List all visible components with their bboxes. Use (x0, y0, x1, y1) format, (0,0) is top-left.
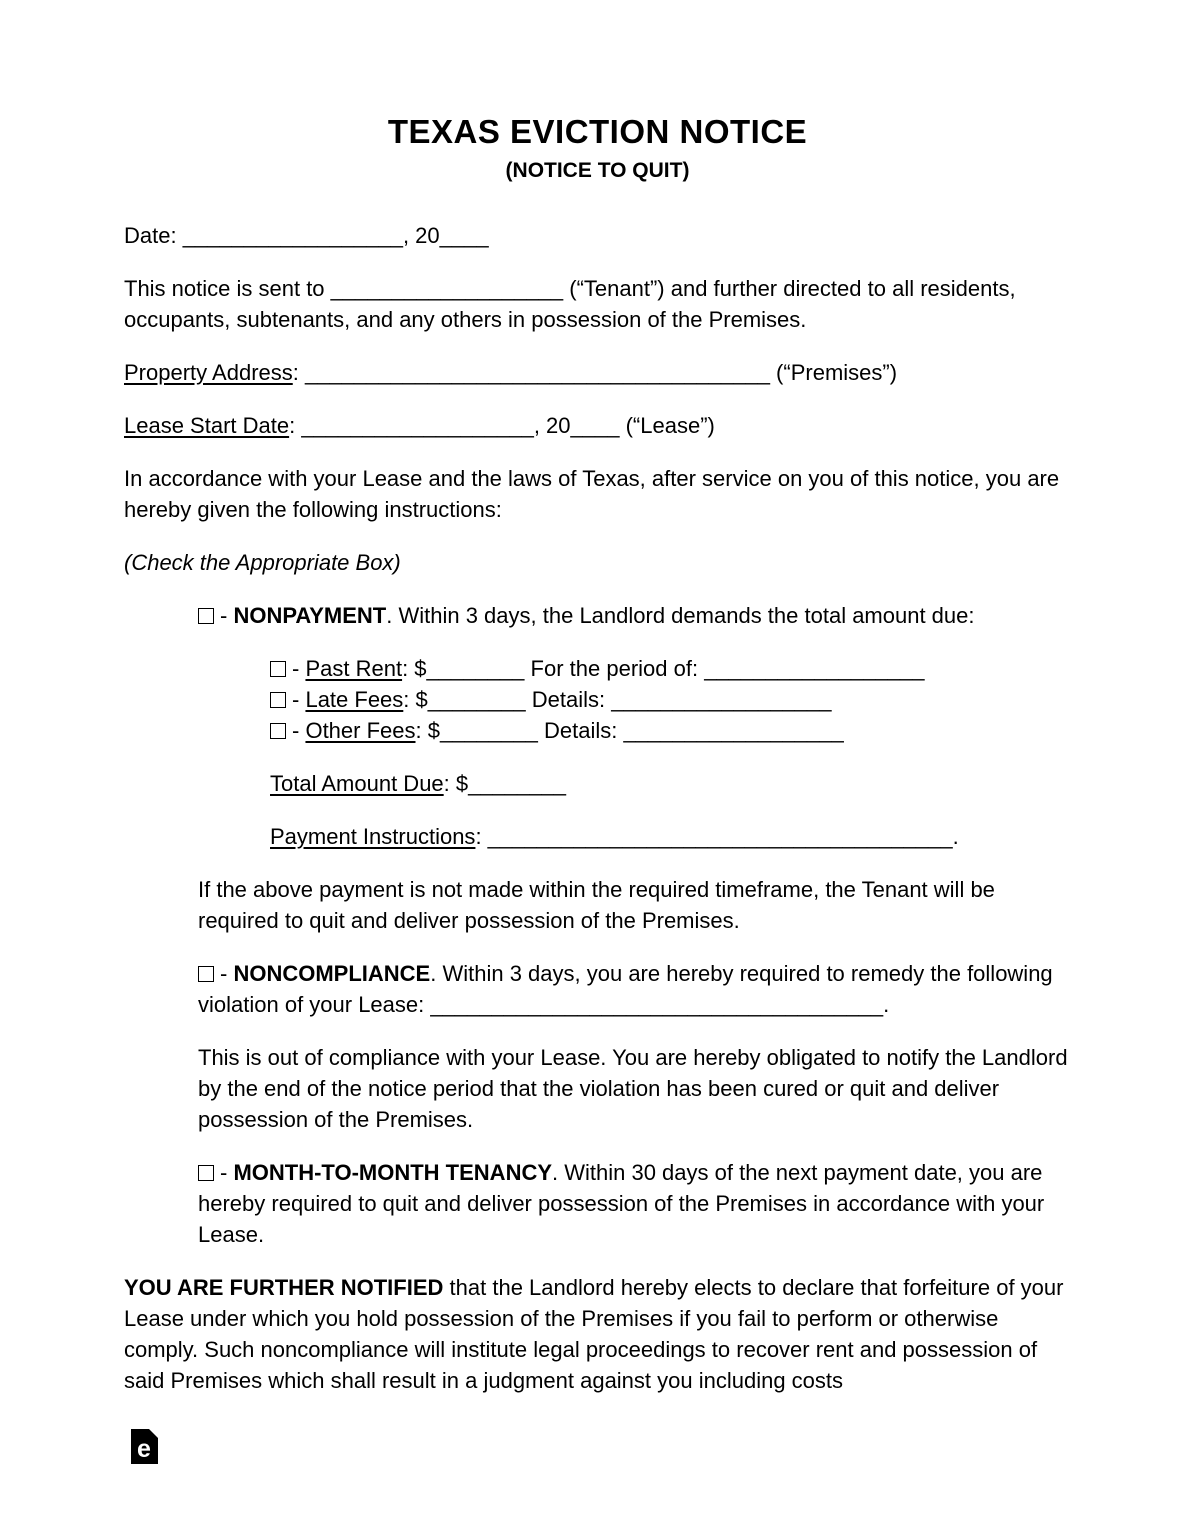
date-label: Date: (124, 223, 183, 248)
lease-start-label: Lease Start Date (124, 413, 290, 438)
other-fees-dash: - (292, 718, 306, 743)
lease-year-blank[interactable]: ____ (570, 413, 620, 438)
late-fees-dash: - (292, 687, 306, 712)
total-due-label: Total Amount Due (270, 771, 444, 796)
other-fees-detail-label: Details: (537, 718, 624, 743)
accordance-paragraph: In accordance with your Lease and the laws of Texas, after service on you of this notice, you are hereby given the following instructions: (124, 466, 1060, 522)
payment-instructions-blank[interactable]: ______________________________________ (487, 824, 953, 849)
noncompliance-dash: - (220, 961, 234, 986)
further-notice-paragraph (124, 1272, 1071, 1396)
intro-text-post: (“Tenant”) and further directed to all residents, occupants, subtenants, and any others in possession of the Premises. (124, 276, 1016, 332)
total-due-sep: : $ (443, 771, 469, 796)
payment-instructions-line (270, 821, 1071, 852)
property-address-label: Property Address (124, 360, 293, 385)
further-notice-lead: YOU ARE FURTHER NOTIFIED (124, 1275, 444, 1300)
past-rent-label: Past Rent (305, 656, 403, 681)
checkbox-other-fees[interactable] (270, 723, 286, 739)
date-line (124, 220, 1071, 251)
late-fees-label: Late Fees (305, 687, 404, 712)
fee-row-past-rent (270, 653, 1071, 684)
noncompliance-text: . Within 3 days, you are hereby required to remedy the following violation of your Lease: (198, 961, 1053, 1017)
page-title: TEXAS EVICTION NOTICE (387, 113, 808, 150)
property-address-colon: : (292, 360, 305, 385)
tenant-name-blank[interactable]: ___________________ (330, 276, 564, 301)
lease-suffix: (“Lease”) (619, 413, 715, 438)
checkbox-month-to-month[interactable] (198, 1165, 214, 1181)
month-to-month-text: . Within 30 days of the next payment date, you are hereby required to quit and deliver possession of the Premises in accordance with your Lease. (198, 1160, 1045, 1247)
lease-start-line (124, 410, 1071, 441)
month-to-month-line (198, 1157, 1071, 1250)
other-fees-details-blank[interactable]: __________________ (623, 718, 844, 743)
premises-suffix: (“Premises”) (769, 360, 898, 385)
noncompliance-violation-blank[interactable]: _____________________________________ (430, 992, 884, 1017)
intro-text-pre: This notice is sent to (124, 276, 331, 301)
nonpayment-text: . Within 3 days, the Landlord demands the total amount due: (386, 603, 975, 628)
past-rent-period-blank[interactable]: __________________ (704, 656, 925, 681)
late-fees-amount-blank[interactable]: ________ (427, 687, 526, 712)
date-blank[interactable]: __________________ (182, 223, 403, 248)
other-fees-label: Other Fees (305, 718, 416, 743)
past-rent-amount-blank[interactable]: ________ (426, 656, 525, 681)
noncompliance-label: NONCOMPLIANCE (233, 961, 431, 986)
noncompliance-line (198, 958, 1071, 1020)
payment-instructions-label: Payment Instructions (270, 824, 476, 849)
fee-row-other-fees (270, 715, 1071, 746)
late-fees-sep: : $ (403, 687, 428, 712)
lease-year-prefix: , 20 (533, 413, 571, 438)
payment-instructions-period: . (952, 824, 959, 849)
month-to-month-dash: - (220, 1160, 234, 1185)
checkbox-late-fees[interactable] (270, 692, 286, 708)
nonpayment-line (198, 600, 1071, 631)
lease-start-blank[interactable]: ___________________ (301, 413, 534, 438)
logo-letter: e (137, 1435, 151, 1463)
payment-warning-paragraph: If the above payment is not made within the required timeframe, the Tenant will be required to quit and deliver possession of the Premises. (198, 877, 995, 933)
total-due-blank[interactable]: ________ (468, 771, 567, 796)
nonpayment-label: NONPAYMENT (233, 603, 387, 628)
total-due-line (270, 768, 1071, 799)
lease-start-colon: : (289, 413, 302, 438)
checkbox-past-rent[interactable] (270, 661, 286, 677)
noncompliance-period: . (883, 992, 890, 1017)
month-to-month-label: MONTH-TO-MONTH TENANCY (233, 1160, 553, 1185)
checkbox-nonpayment[interactable] (198, 608, 214, 624)
nonpayment-dash: - (220, 603, 234, 628)
property-address-line (124, 357, 1071, 388)
date-year-prefix: , 20 (402, 223, 440, 248)
fee-list (270, 653, 1071, 746)
past-rent-sep: : $ (402, 656, 427, 681)
property-address-blank[interactable]: ______________________________________ (304, 360, 770, 385)
page-subtitle: (NOTICE TO QUIT) (505, 159, 690, 182)
further-notice-text: that the Landlord hereby elects to declare that forfeiture of your Lease under which you hold possession of the Premises if you fail to perform or otherwise comply. Such noncompliance will institute legal proceedings to recover rent and possession of said Premises which shall result in a judgment against you including costs (124, 1275, 1064, 1393)
late-fees-details-blank[interactable]: __________________ (611, 687, 832, 712)
past-rent-detail-label: For the period of: (524, 656, 705, 681)
other-fees-sep: : $ (415, 718, 440, 743)
check-note: (Check the Appropriate Box) (124, 550, 401, 575)
checkbox-noncompliance[interactable] (198, 966, 214, 982)
date-year-blank[interactable]: ____ (439, 223, 489, 248)
payment-instructions-sep: : (475, 824, 488, 849)
fee-row-late-fees (270, 684, 1071, 715)
past-rent-dash: - (292, 656, 306, 681)
other-fees-amount-blank[interactable]: ________ (439, 718, 538, 743)
eforms-logo-icon (131, 1429, 158, 1464)
intro-paragraph (124, 273, 1071, 335)
compliance-note-paragraph: This is out of compliance with your Lease. You are hereby obligated to notify the Landlord by the end of the notice period that the violation has been cured or quit and deliver possession of the Premises. (198, 1045, 1068, 1132)
late-fees-detail-label: Details: (525, 687, 612, 712)
